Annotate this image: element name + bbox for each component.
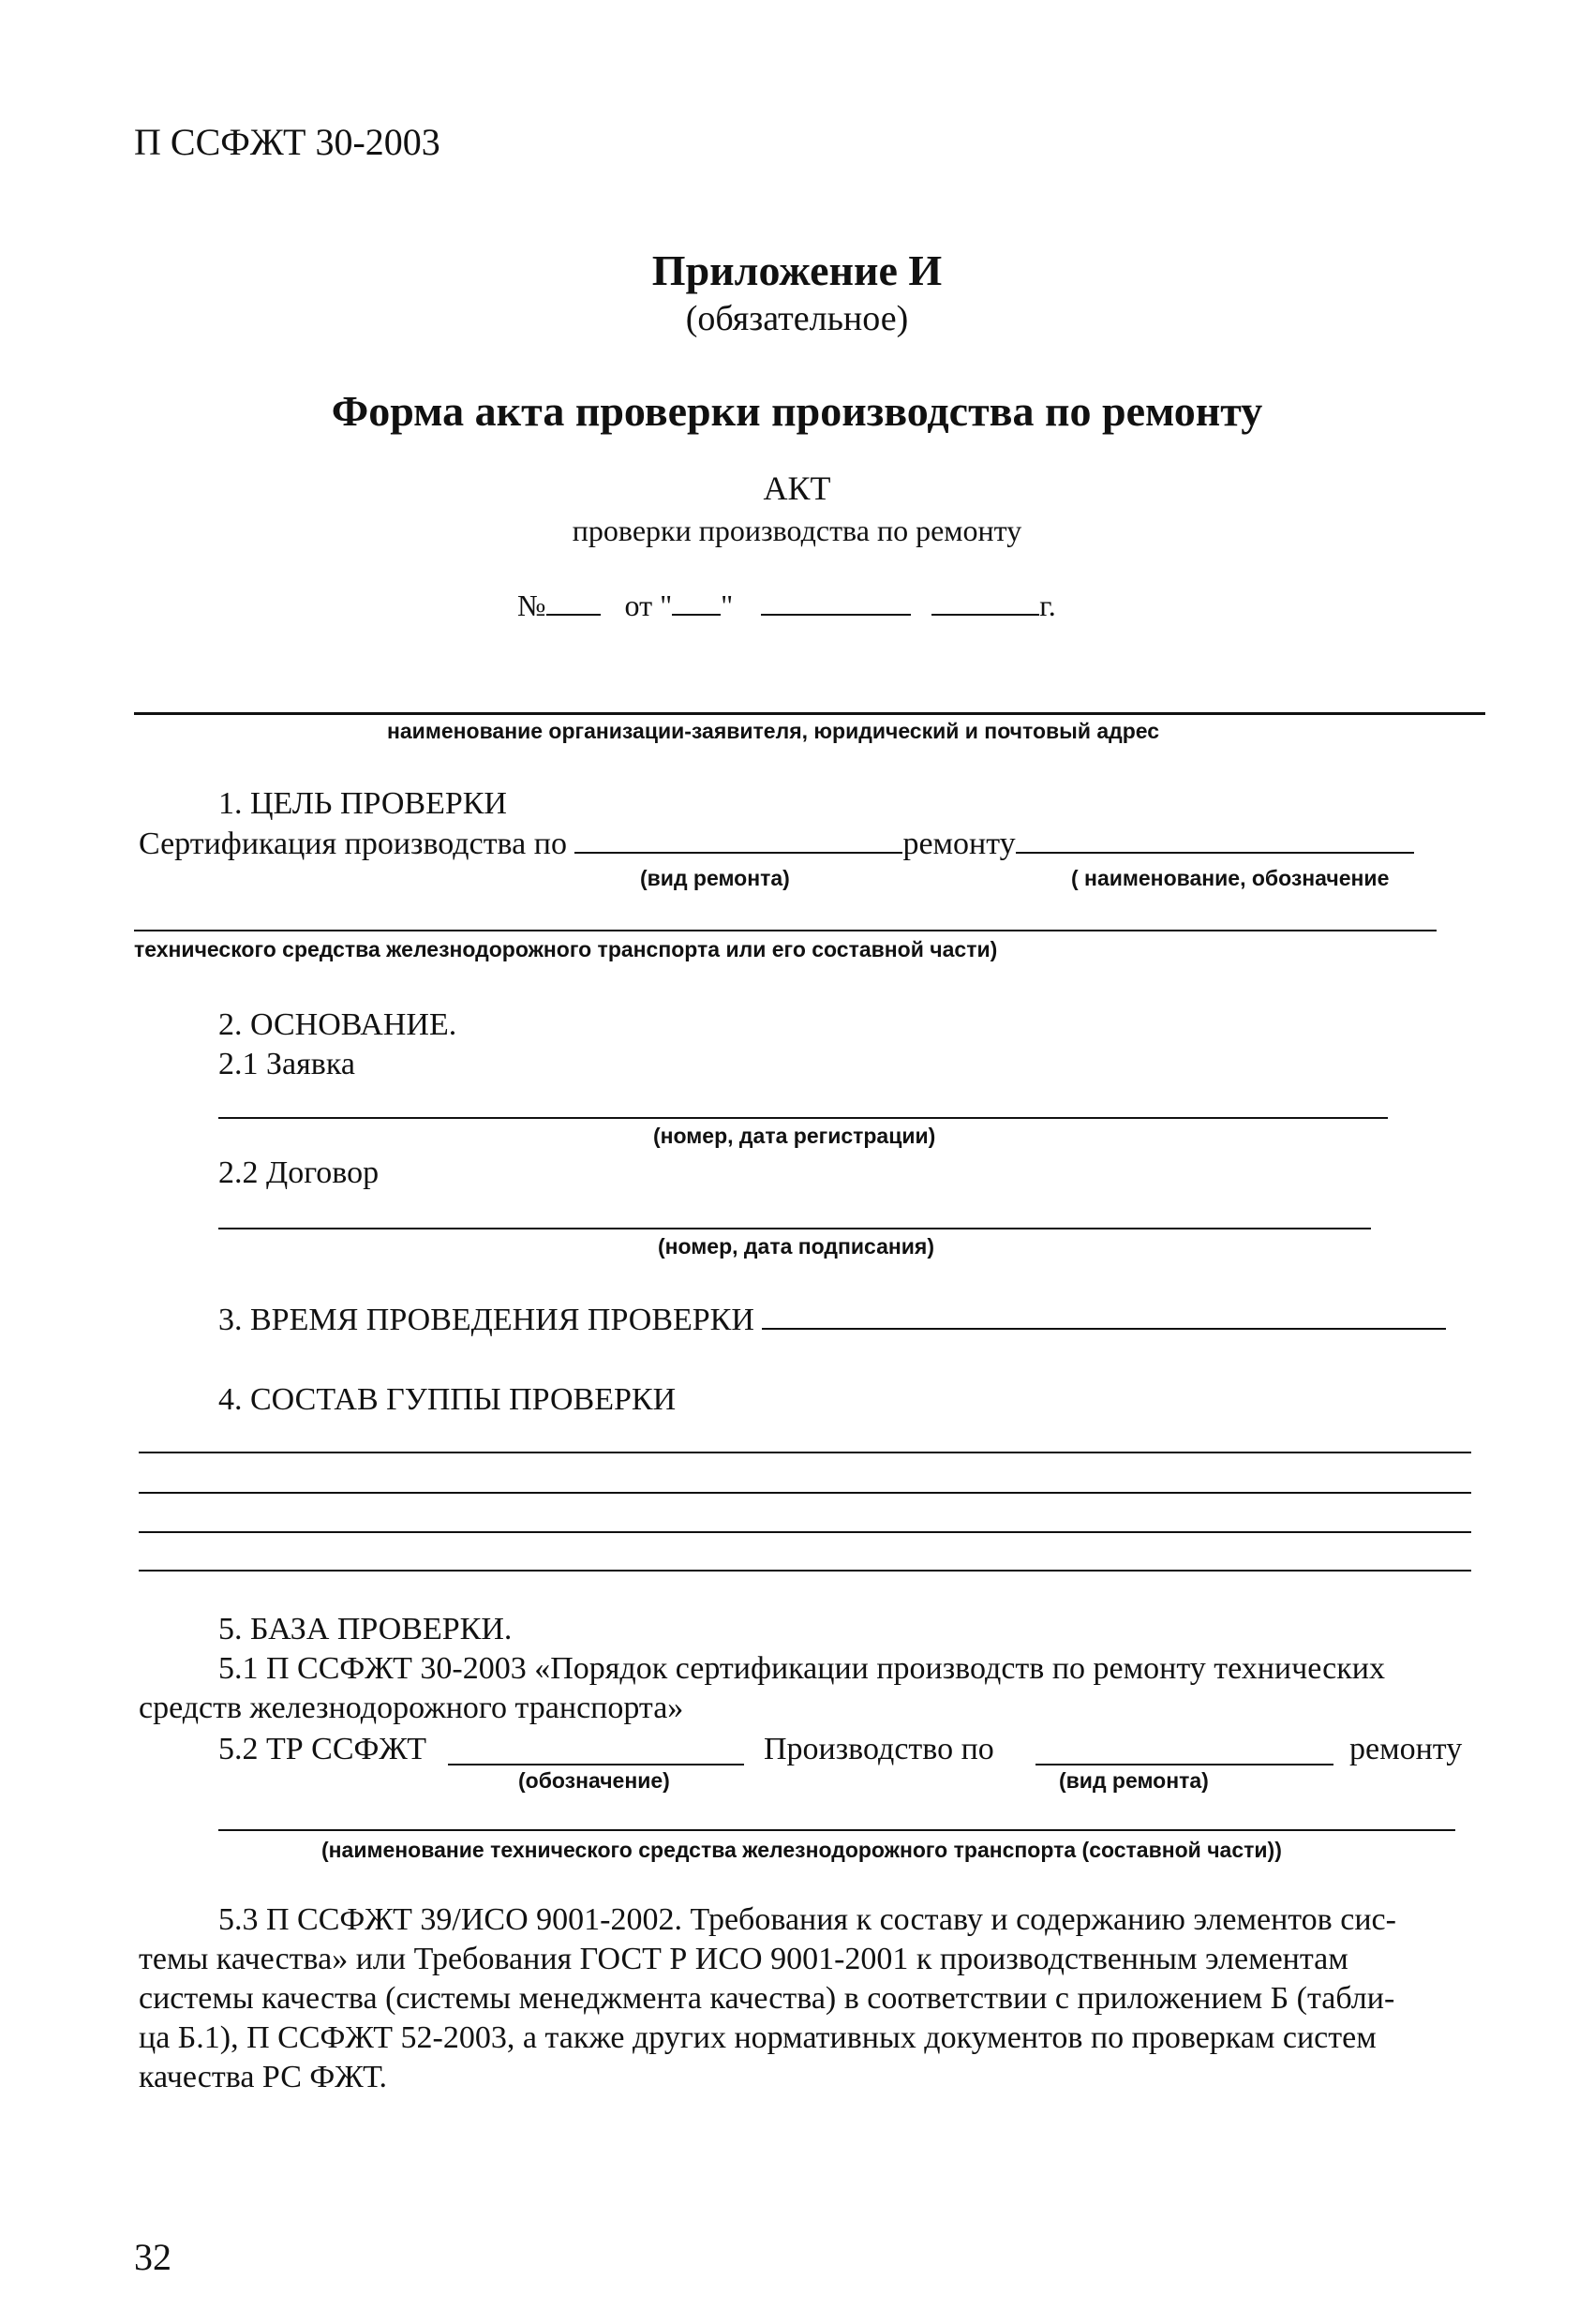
year-blank[interactable] <box>931 614 1039 616</box>
number-blank[interactable] <box>546 614 601 616</box>
section2-item2: 2.2 Договор <box>218 1155 380 1190</box>
caption-contract: (номер, дата подписания) <box>658 1234 935 1259</box>
caption-name-cont: технического средства железнодорожного транспорта или его составной части) <box>134 937 998 961</box>
group-line-1[interactable] <box>139 1452 1471 1453</box>
request-line[interactable] <box>218 1117 1388 1119</box>
section5-item1-l2: средств железнодорожного транспорта» <box>139 1691 684 1725</box>
date-quote: " <box>721 588 734 622</box>
section1-heading: 1. ЦЕЛЬ ПРОВЕРКИ <box>218 786 507 821</box>
caption-designation: (обозначение) <box>518 1768 670 1793</box>
section5-item2-b: Производство по <box>764 1732 994 1766</box>
year-suffix: г. <box>1039 588 1056 622</box>
section3-heading: 3. ВРЕМЯ ПРОВЕДЕНИЯ ПРОВЕРКИ <box>218 1303 754 1337</box>
date-label: от " <box>624 588 673 622</box>
section3-line <box>218 1303 1446 1338</box>
section5-item3-l3: системы качества (системы менеджмента качества) в соответствии с приложением Б (табли- <box>139 1981 1395 2016</box>
repair-type-blank-2[interactable] <box>1035 1764 1333 1765</box>
tech-name-blank[interactable] <box>1016 852 1414 854</box>
org-line[interactable] <box>134 712 1485 715</box>
group-line-4[interactable] <box>139 1570 1471 1572</box>
day-blank[interactable] <box>672 614 721 616</box>
number-label: № <box>517 588 546 622</box>
section2-item1: 2.1 Заявка <box>218 1047 355 1081</box>
caption-repair-type-2: (вид ремонта) <box>1059 1768 1209 1793</box>
group-line-3[interactable] <box>139 1531 1471 1533</box>
time-blank[interactable] <box>762 1328 1446 1330</box>
section5-item3-l2: темы качества» или Требования ГОСТ Р ИСО 9001-2001 к производственным элементам <box>139 1942 1348 1976</box>
appendix-status: (обязательное) <box>685 299 909 338</box>
section5-item2-c: ремонту <box>1349 1732 1463 1766</box>
group-line-2[interactable] <box>139 1492 1471 1494</box>
caption-request: (номер, дата регистрации) <box>653 1124 936 1148</box>
contract-line[interactable] <box>218 1228 1371 1229</box>
section1-line <box>139 827 1414 862</box>
section5-item2-a: 5.2 ТР ССФЖТ <box>218 1732 427 1766</box>
page-number: 32 <box>134 2236 171 2278</box>
section5-item3-l4: ца Б.1), П ССФЖТ 52-2003, а также других нормативных документов по проверкам систем <box>139 2020 1377 2055</box>
caption-tech-name: (наименование технического средства железнодорожного транспорта (составной части)) <box>321 1838 1282 1862</box>
org-caption: наименование организации-заявителя, юридический и почтовый адрес <box>387 719 1160 743</box>
tech-name-line[interactable] <box>218 1829 1455 1831</box>
section5-item3-l5: качества РС ФЖТ. <box>139 2060 388 2094</box>
repair-type-blank[interactable] <box>574 852 902 854</box>
act-number-date-line <box>517 588 1056 623</box>
act-label: АКТ <box>763 469 831 507</box>
month-blank[interactable] <box>761 614 911 616</box>
section1-second-line[interactable] <box>134 930 1437 931</box>
caption-name: ( наименование, обозначение <box>1071 866 1390 890</box>
section5-item1-l1: 5.1 П ССФЖТ 30-2003 «Порядок сертификации производств по ремонту технических <box>218 1651 1385 1686</box>
document-code: П ССФЖТ 30-2003 <box>134 121 440 163</box>
appendix-title: Приложение И <box>651 246 943 294</box>
section1-repair-word: ремонту <box>902 827 1016 861</box>
act-subtitle: проверки производства по ремонту <box>572 514 1022 547</box>
section5-heading: 5. БАЗА ПРОВЕРКИ. <box>218 1612 513 1646</box>
form-title: Форма акта проверки производства по ремонту <box>331 387 1263 435</box>
designation-blank[interactable] <box>448 1764 744 1765</box>
section4-heading: 4. СОСТАВ ГУППЫ ПРОВЕРКИ <box>218 1382 677 1417</box>
caption-repair-type: (вид ремонта) <box>640 866 790 890</box>
section5-item3-l1: 5.3 П ССФЖТ 39/ИСО 9001-2002. Требования к составу и содержанию элементов сис- <box>218 1902 1396 1937</box>
section1-text: Сертификация производства по <box>139 827 567 861</box>
section2-heading: 2. ОСНОВАНИЕ. <box>218 1007 457 1042</box>
